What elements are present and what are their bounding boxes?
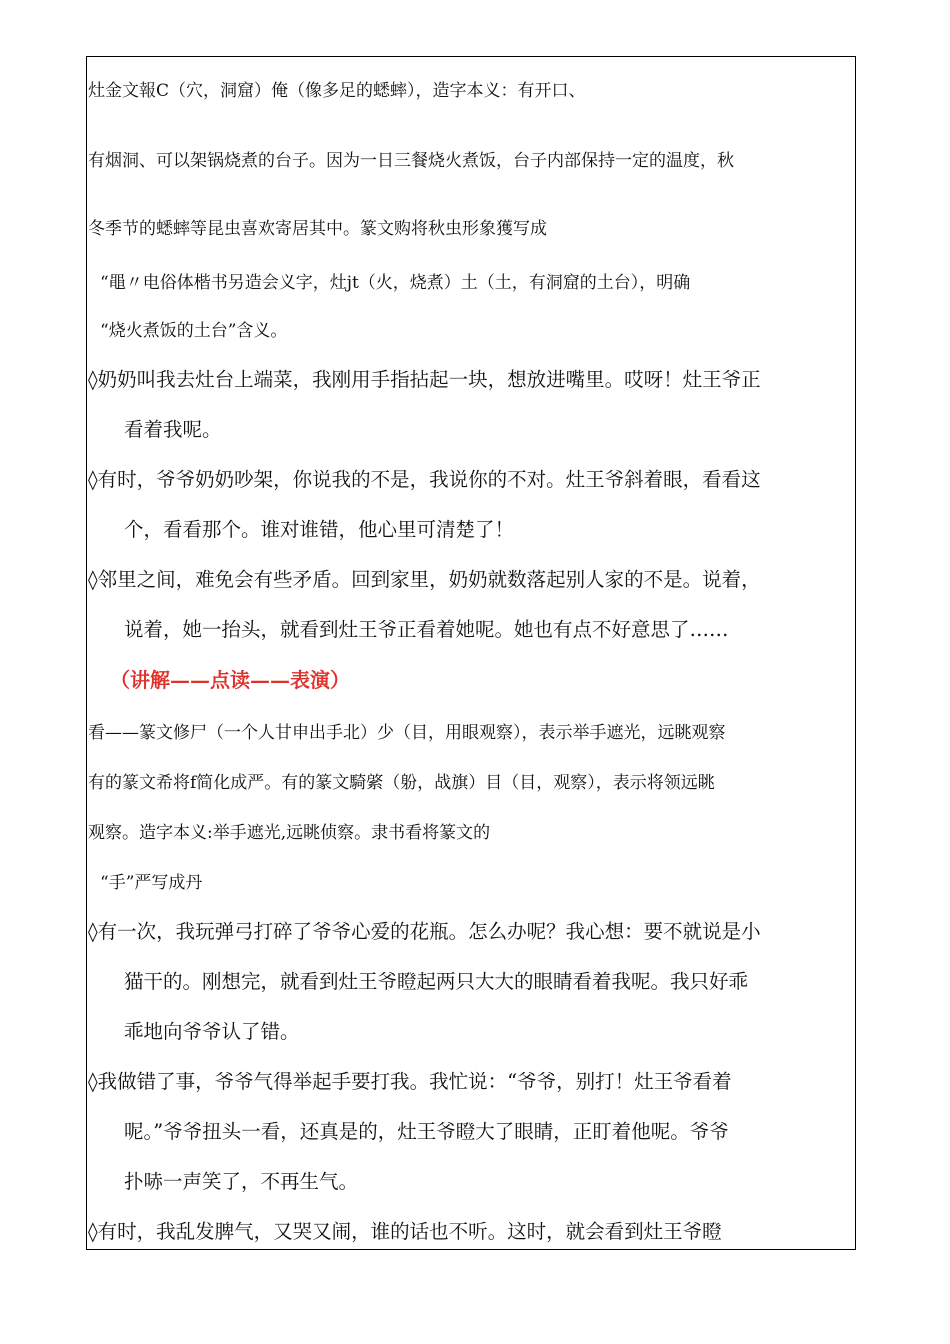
story-paragraph-line: 看着我呢。 [124, 418, 222, 441]
story-paragraph-line: 乖地向爷爷认了错。 [124, 1020, 300, 1043]
story-paragraph-line: ◊有时，爷爷奶奶吵架，你说我的不是，我说你的不对。灶王爷斜着眼，看看这 [88, 468, 761, 491]
story-paragraph-line: ◊有时，我乱发脾气，又哭又闹，谁的话也不听。这时，就会看到灶王爷瞪 [88, 1220, 722, 1243]
story-paragraph-line: 个，看看那个。谁对谁错，他心里可清楚了！ [124, 518, 515, 541]
etymology-line: 有的篆文希将f简化成严。有的篆文騎綮（躮，战旗）目（目，观察），表示将领远眺 [88, 773, 715, 793]
story-paragraph-line: ◊奶奶叫我去灶台上端菜，我刚用手指拈起一块，想放进嘴里。哎呀！灶王爷正 [88, 368, 761, 391]
etymology-line: 看——篆文修尸（一个人甘申出手北）少（目，用眼观察），表示举手遮光，远眺观察 [88, 723, 726, 743]
etymology-line: “手”严写成丹 [100, 873, 203, 893]
etymology-line: 灶金文報C（穴，洞窟）俺（像多足的蟋蟀），造字本义：有开口、 [88, 81, 586, 101]
etymology-line: “烧火煮饭的土台”含义。 [100, 321, 288, 341]
section-heading: （讲解——点读——表演） [110, 668, 350, 692]
story-paragraph-line: 扑哧一声笑了，不再生气。 [124, 1170, 359, 1193]
story-paragraph-line: 呢。”爷爷扭头一看，还真是的，灶王爷瞪大了眼睛，正盯着他呢。爷爷 [124, 1120, 729, 1143]
etymology-line: 有烟洞、可以架锅烧煮的台子。因为一日三餐烧火煮饭，台子内部保持一定的温度，秋 [88, 151, 734, 171]
story-paragraph-line: ◊邻里之间，难免会有些矛盾。回到家里，奶奶就数落起别人家的不是。说着， [88, 568, 761, 591]
etymology-line: “黽〃电俗体楷书另造会义字，灶jt（火，烧煮）土（土，有洞窟的土台），明确 [100, 273, 691, 293]
story-paragraph-line: 猫干的。刚想完，就看到灶王爷瞪起两只大大的眼睛看着我呢。我只好乖 [124, 970, 749, 993]
etymology-line: 观察。造字本义:举手遮光,远眺侦察。隶书看将篆文的 [88, 823, 491, 843]
etymology-line: 冬季节的蟋蟀等昆虫喜欢寄居其中。篆文购将秋虫形象獲写成 [88, 219, 547, 239]
story-paragraph-line: ◊有一次，我玩弹弓打碎了爷爷心爱的花瓶。怎么办呢？我心想：要不就说是小 [88, 920, 761, 943]
story-paragraph-line: ◊我做错了事，爷爷气得举起手要打我。我忙说：“爷爷，别打！灶王爷看着 [88, 1070, 732, 1093]
story-paragraph-line: 说着，她一抬头，就看到灶王爷正看着她呢。她也有点不好意思了…… [124, 618, 729, 641]
